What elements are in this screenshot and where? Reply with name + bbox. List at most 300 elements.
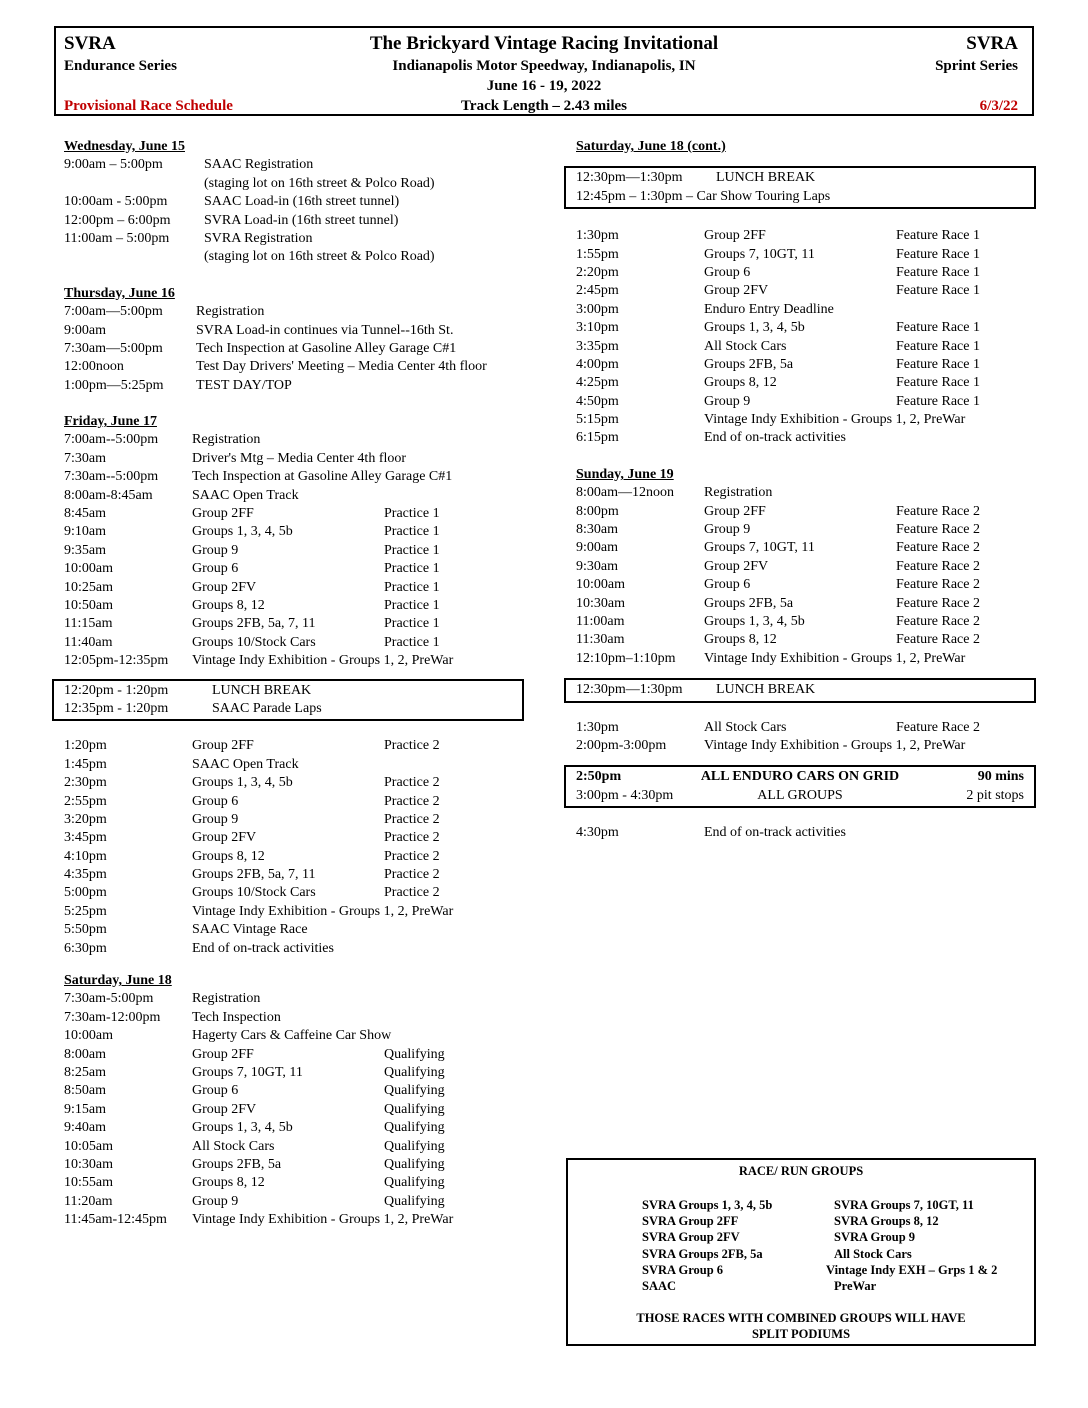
time-cell: 11:40am bbox=[64, 634, 113, 650]
time-cell: 5:50pm bbox=[64, 922, 107, 938]
schedule-row bbox=[64, 505, 526, 523]
group-item: SVRA Group 6 bbox=[642, 1262, 724, 1277]
group-item: SVRA Group 9 bbox=[834, 1230, 916, 1245]
schedule-row bbox=[64, 560, 526, 578]
session-cell: Feature Race 1 bbox=[896, 228, 980, 244]
event-cell: Group 6 bbox=[704, 264, 751, 280]
schedule-row bbox=[576, 429, 1036, 447]
event-cell: Tech Inspection at Gasoline Alley Garage C#1 bbox=[196, 340, 457, 356]
note-line: SPLIT PODIUMS bbox=[751, 1327, 851, 1341]
time-cell: 4:00pm bbox=[576, 356, 619, 372]
event-cell: SAAC Parade Laps bbox=[212, 700, 322, 716]
time-cell: 5:15pm bbox=[576, 412, 619, 428]
event-cell: SVRA Load-in (16th street tunnel) bbox=[204, 212, 399, 228]
time-cell: 10:00am - 5:00pm bbox=[64, 194, 168, 210]
event-cell: Group 9 bbox=[192, 1193, 239, 1209]
session-cell: Qualifying bbox=[384, 1175, 445, 1191]
session-cell: 2 pit stops bbox=[966, 787, 1024, 803]
time-cell: 2:00pm-3:00pm bbox=[576, 737, 667, 753]
group-item: Vintage Indy EXH – Grps 1 & 2 bbox=[826, 1262, 998, 1277]
event-cell: Groups 10/Stock Cars bbox=[192, 634, 316, 650]
session-cell: Feature Race 2 bbox=[896, 558, 980, 574]
right-column bbox=[576, 138, 1036, 843]
schedule-row bbox=[64, 579, 526, 597]
time-cell: 12:35pm - 1:20pm bbox=[64, 700, 169, 716]
schedule-row bbox=[64, 212, 526, 230]
session-cell: Qualifying bbox=[384, 1064, 445, 1080]
time-cell: 2:45pm bbox=[576, 283, 619, 299]
event-cell: SAAC Registration bbox=[204, 157, 314, 173]
schedule-row bbox=[64, 1046, 526, 1064]
schedule-row bbox=[576, 681, 1024, 699]
schedule-row bbox=[64, 468, 526, 486]
time-cell: 10:00am bbox=[64, 1028, 113, 1044]
time-cell: 9:40am bbox=[64, 1120, 106, 1136]
schedule-row bbox=[64, 940, 526, 958]
group-item: SVRA Group 2FF bbox=[642, 1214, 739, 1229]
schedule-row bbox=[576, 282, 1036, 300]
event-cell: End of on-track activities bbox=[192, 940, 334, 956]
time-cell: 4:10pm bbox=[64, 848, 107, 864]
schedule-row bbox=[576, 374, 1036, 392]
event-cell: Groups 2FB, 5a, 7, 11 bbox=[192, 616, 316, 632]
event-cell: Vintage Indy Exhibition - Groups 1, 2, PreWar bbox=[192, 1212, 454, 1228]
schedule-row bbox=[576, 264, 1036, 282]
session-cell: Feature Race 2 bbox=[896, 540, 980, 556]
time-cell: 2:50pm bbox=[576, 769, 622, 785]
event-cell: All Stock Cars bbox=[704, 719, 787, 735]
event-cell: Groups 10/Stock Cars bbox=[192, 885, 316, 901]
event-cell: Group 2FV bbox=[192, 579, 257, 595]
schedule-row bbox=[576, 737, 1036, 755]
event-cell: Groups 8, 12 bbox=[192, 1175, 265, 1191]
event-cell: Groups 2FB, 5a, 7, 11 bbox=[192, 867, 316, 883]
schedule-row bbox=[64, 774, 526, 792]
time-cell: 2:20pm bbox=[576, 264, 619, 280]
time-cell: 3:10pm bbox=[576, 320, 619, 336]
event-cell: Groups 1, 3, 4, 5b bbox=[704, 613, 805, 629]
session-cell: Practice 1 bbox=[384, 597, 440, 613]
event-cell: All Stock Cars bbox=[704, 338, 787, 354]
time-cell: 3:00pm bbox=[576, 301, 619, 317]
event-cell: Group 2FV bbox=[704, 283, 769, 299]
schedule-row bbox=[64, 175, 526, 193]
time-cell: 6:30pm bbox=[64, 940, 107, 956]
time-cell: 10:25am bbox=[64, 579, 113, 595]
schedule-row bbox=[64, 1101, 526, 1119]
session-cell: Practice 1 bbox=[384, 524, 440, 540]
time-cell: 7:30am—5:00pm bbox=[64, 340, 163, 356]
event-cell: Group 9 bbox=[192, 542, 239, 558]
event-cell: Group 9 bbox=[704, 393, 751, 409]
time-cell: 12:05pm-12:35pm bbox=[64, 653, 169, 669]
day-heading: Saturday, June 18 bbox=[64, 973, 172, 989]
event-cell: LUNCH BREAK bbox=[716, 170, 816, 186]
schedule-row bbox=[64, 431, 526, 449]
schedule-row bbox=[64, 1082, 526, 1100]
provisional-label: Provisional Race Schedule bbox=[64, 98, 233, 114]
event-cell: (staging lot on 16th street & Polco Road) bbox=[204, 249, 435, 265]
event-cell: ALL ENDURO CARS ON GRID bbox=[700, 769, 900, 785]
time-cell: 9:15am bbox=[64, 1101, 106, 1117]
event-cell: Group 6 bbox=[192, 1083, 239, 1099]
note-line: THOSE RACES WITH COMBINED GROUPS WILL HAVE bbox=[636, 1311, 966, 1325]
event-cell: SAAC Vintage Race bbox=[192, 922, 308, 938]
time-cell: 8:00pm bbox=[576, 503, 619, 519]
venue: Indianapolis Motor Speedway, Indianapolis, IN bbox=[392, 58, 696, 74]
time-cell: 3:20pm bbox=[64, 811, 107, 827]
event-cell: Groups 1, 3, 4, 5b bbox=[704, 320, 805, 336]
time-cell: 4:30pm bbox=[576, 825, 619, 841]
schedule-row bbox=[64, 340, 526, 358]
time-cell: 1:55pm bbox=[576, 246, 619, 262]
event-cell: End of on-track activities bbox=[704, 430, 846, 446]
time-cell: 9:00am bbox=[64, 322, 106, 338]
event-cell: Groups 2FB, 5a bbox=[192, 1156, 282, 1172]
schedule-row bbox=[64, 1138, 526, 1156]
schedule-row bbox=[576, 576, 1036, 594]
left-org: SVRA bbox=[64, 33, 116, 54]
event-cell: SAAC Open Track bbox=[192, 756, 299, 772]
schedule-row bbox=[576, 338, 1036, 356]
session-cell: Qualifying bbox=[384, 1120, 445, 1136]
header-center bbox=[56, 32, 1032, 116]
session-cell: Qualifying bbox=[384, 1101, 445, 1117]
time-cell: 8:45am bbox=[64, 506, 106, 522]
schedule-row bbox=[64, 1027, 526, 1045]
schedule-row bbox=[64, 921, 526, 939]
session-cell: Practice 1 bbox=[384, 542, 440, 558]
schedule-row bbox=[576, 719, 1036, 737]
time-cell: 9:00am – 5:00pm bbox=[64, 157, 163, 173]
time-cell: 7:30am--5:00pm bbox=[64, 469, 159, 485]
schedule-row bbox=[64, 1174, 526, 1192]
time-cell: 4:50pm bbox=[576, 393, 619, 409]
schedule-row bbox=[64, 990, 526, 1008]
schedule-row bbox=[64, 848, 526, 866]
time-cell: 3:00pm - 4:30pm bbox=[576, 787, 674, 803]
time-cell: 12:20pm - 1:20pm bbox=[64, 682, 169, 698]
event-cell: SAAC Load-in (16th street tunnel) bbox=[204, 194, 400, 210]
session-cell: Practice 2 bbox=[384, 738, 440, 754]
session-cell: Practice 2 bbox=[384, 867, 440, 883]
time-cell: 8:00am-8:45am bbox=[64, 487, 153, 503]
event-cell: Registration bbox=[192, 991, 261, 1007]
event-cell: Group 9 bbox=[192, 811, 239, 827]
session-cell: Practice 2 bbox=[384, 885, 440, 901]
time-cell: 12:10pm–1:10pm bbox=[576, 650, 676, 666]
event-cell: Registration bbox=[196, 304, 265, 320]
event-cell: Groups 7, 10GT, 11 bbox=[704, 246, 815, 262]
session-cell: Feature Race 1 bbox=[896, 264, 980, 280]
schedule-row bbox=[576, 539, 1036, 557]
schedule-row bbox=[576, 521, 1036, 539]
time-cell: 11:30am bbox=[576, 632, 625, 648]
event-cell: Hagerty Cars & Caffeine Car Show bbox=[192, 1028, 392, 1044]
schedule-row bbox=[64, 322, 526, 340]
schedule-row bbox=[64, 793, 526, 811]
schedule-row bbox=[576, 613, 1036, 631]
event-cell: Vintage Indy Exhibition - Groups 1, 2, PreWar bbox=[704, 737, 966, 753]
session-cell: Feature Race 2 bbox=[896, 503, 980, 519]
split-podiums-note bbox=[568, 1310, 1034, 1342]
session-cell: Feature Race 2 bbox=[896, 613, 980, 629]
day-heading: Saturday, June 18 (cont.) bbox=[576, 139, 726, 154]
schedule-row bbox=[64, 1009, 526, 1027]
race-groups-title: RACE/ RUN GROUPS bbox=[738, 1164, 864, 1178]
schedule-row bbox=[64, 1156, 526, 1174]
event-cell: Vintage Indy Exhibition - Groups 1, 2, PreWar bbox=[192, 653, 454, 669]
schedule-row bbox=[64, 1211, 526, 1229]
schedule-row bbox=[64, 737, 526, 755]
session-cell: Feature Race 2 bbox=[896, 522, 980, 538]
event-cell: Tech Inspection bbox=[192, 1009, 281, 1025]
schedule-row bbox=[64, 303, 526, 321]
event-cell: SVRA Registration bbox=[204, 230, 313, 246]
right-series: Sprint Series bbox=[935, 58, 1018, 74]
session-cell: Qualifying bbox=[384, 1083, 445, 1099]
time-cell: 11:45am-12:45pm bbox=[64, 1212, 167, 1228]
session-cell: Feature Race 1 bbox=[896, 393, 980, 409]
event-cell: Groups 1, 3, 4, 5b bbox=[192, 1120, 293, 1136]
time-cell: 9:10am bbox=[64, 524, 106, 540]
time-cell: 9:00am bbox=[576, 540, 618, 556]
event-cell: Group 2FV bbox=[192, 830, 257, 846]
session-cell: Feature Race 2 bbox=[896, 632, 980, 648]
schedule-row bbox=[576, 503, 1036, 521]
lunch-break-box bbox=[564, 166, 1036, 209]
event-cell: Registration bbox=[192, 432, 261, 448]
event-cell: SAAC Open Track bbox=[192, 487, 299, 503]
schedule-row bbox=[64, 884, 526, 902]
session-cell: Practice 2 bbox=[384, 811, 440, 827]
event-cell: End of on-track activities bbox=[704, 825, 846, 841]
time-cell: 11:00am – 5:00pm bbox=[64, 230, 170, 246]
session-cell: Practice 2 bbox=[384, 775, 440, 791]
schedule-row bbox=[64, 1064, 526, 1082]
session-cell: Practice 1 bbox=[384, 561, 440, 577]
session-cell: Feature Race 2 bbox=[896, 595, 980, 611]
schedule-row bbox=[576, 484, 1036, 502]
day-heading: Wednesday, June 15 bbox=[64, 139, 185, 154]
time-cell: 7:30am bbox=[64, 450, 106, 466]
event-cell: Group 2FF bbox=[704, 503, 766, 519]
event-cell: Groups 8, 12 bbox=[192, 848, 265, 864]
time-cell: 10:00am bbox=[64, 561, 113, 577]
time-cell: 7:30am-12:00pm bbox=[64, 1009, 161, 1025]
schedule-row bbox=[576, 356, 1036, 374]
lunch-break-box bbox=[564, 678, 1036, 702]
time-cell: 1:45pm bbox=[64, 756, 107, 772]
schedule-row bbox=[576, 411, 1036, 429]
event-cell: Groups 8, 12 bbox=[704, 375, 777, 391]
time-cell: 10:05am bbox=[64, 1138, 113, 1154]
schedule-row bbox=[576, 169, 1024, 187]
event-cell: Group 2FV bbox=[704, 558, 769, 574]
schedule-row bbox=[64, 903, 526, 921]
schedule-row bbox=[64, 1193, 526, 1211]
schedule-row bbox=[64, 756, 526, 774]
group-item: SAAC bbox=[642, 1279, 677, 1293]
revision-date: 6/3/22 bbox=[979, 98, 1018, 114]
event-cell: Vintage Indy Exhibition - Groups 1, 2, PreWar bbox=[192, 903, 454, 919]
session-cell: Feature Race 1 bbox=[896, 283, 980, 299]
group-item: SVRA Groups 7, 10GT, 11 bbox=[834, 1198, 974, 1212]
race-groups-box bbox=[566, 1158, 1036, 1346]
time-cell: 5:00pm bbox=[64, 885, 107, 901]
time-cell: 8:25am bbox=[64, 1064, 106, 1080]
time-cell: 4:35pm bbox=[64, 867, 107, 883]
time-cell: 9:30am bbox=[576, 558, 618, 574]
schedule-row bbox=[576, 227, 1036, 245]
event-cell: Groups 7, 10GT, 11 bbox=[192, 1064, 303, 1080]
time-cell: 10:50am bbox=[64, 597, 113, 613]
event-cell: Groups 2FB, 5a bbox=[704, 595, 794, 611]
schedule-row bbox=[576, 301, 1036, 319]
session-cell: Feature Race 1 bbox=[896, 320, 980, 336]
session-cell: Qualifying bbox=[384, 1046, 445, 1062]
event-cell: Vintage Indy Exhibition - Groups 1, 2, PreWar bbox=[704, 650, 966, 666]
event-cell: Registration bbox=[704, 485, 773, 501]
session-cell: Practice 1 bbox=[384, 616, 440, 632]
event-cell: Group 2FF bbox=[192, 738, 254, 754]
event-cell: Group 2FF bbox=[192, 1046, 254, 1062]
event-cell: Groups 8, 12 bbox=[704, 632, 777, 648]
time-cell: 8:00am bbox=[64, 1046, 106, 1062]
event-cell: (staging lot on 16th street & Polco Road) bbox=[204, 175, 435, 191]
group-item: SVRA Groups 2FB, 5a bbox=[642, 1246, 763, 1261]
event-cell: Group 6 bbox=[704, 577, 751, 593]
time-cell: 1:00pm—5:25pm bbox=[64, 377, 164, 393]
time-cell: 10:30am bbox=[576, 595, 625, 611]
event-cell: Groups 1, 3, 4, 5b bbox=[192, 524, 293, 540]
time-cell: 10:30am bbox=[64, 1156, 113, 1172]
schedule-row bbox=[64, 1119, 526, 1137]
session-cell: 90 mins bbox=[977, 769, 1024, 785]
group-item: All Stock Cars bbox=[834, 1246, 912, 1261]
schedule-row bbox=[576, 631, 1036, 649]
schedule-row bbox=[576, 824, 1036, 842]
track-length: Track Length – 2.43 miles bbox=[461, 98, 627, 114]
session-cell: Feature Race 1 bbox=[896, 375, 980, 391]
day-heading: Friday, June 17 bbox=[64, 414, 157, 430]
enduro-row bbox=[576, 787, 1024, 805]
day-heading: Thursday, June 16 bbox=[64, 285, 175, 301]
time-cell: 11:20am bbox=[64, 1193, 113, 1209]
session-cell: Feature Race 2 bbox=[896, 577, 980, 593]
schedule-row bbox=[64, 615, 526, 633]
session-cell: Practice 1 bbox=[384, 634, 440, 650]
schedule-row bbox=[64, 358, 526, 376]
schedule-row bbox=[64, 682, 512, 700]
time-cell: 1:20pm bbox=[64, 738, 107, 754]
session-cell: Practice 2 bbox=[384, 848, 440, 864]
time-cell: 11:15am bbox=[64, 616, 113, 632]
session-cell: Practice 1 bbox=[384, 579, 440, 595]
event-cell: Groups 7, 10GT, 11 bbox=[704, 540, 815, 556]
event-dates: June 16 - 19, 2022 bbox=[486, 78, 602, 94]
schedule-row bbox=[576, 650, 1036, 668]
event-cell: Driver's Mtg – Media Center 4th floor bbox=[192, 450, 407, 466]
schedule-row bbox=[64, 230, 526, 248]
schedule-row bbox=[64, 377, 526, 395]
event-cell: Enduro Entry Deadline bbox=[704, 301, 834, 317]
event-cell: ALL GROUPS bbox=[757, 787, 843, 803]
schedule-row bbox=[576, 319, 1036, 337]
time-cell: 5:25pm bbox=[64, 903, 107, 919]
schedule-row bbox=[64, 597, 526, 615]
session-cell: Qualifying bbox=[384, 1156, 445, 1172]
time-cell: 11:00am bbox=[576, 613, 625, 629]
schedule-row bbox=[576, 246, 1036, 264]
time-cell: 12:30pm—1:30pm bbox=[576, 170, 683, 186]
day-heading: Sunday, June 19 bbox=[576, 466, 674, 482]
time-cell: 7:00am—5:00pm bbox=[64, 304, 163, 320]
time-cell: 8:00am—12noon bbox=[576, 485, 674, 501]
session-cell: Qualifying bbox=[384, 1138, 445, 1154]
schedule-row bbox=[576, 188, 1024, 206]
event-cell: Test Day Drivers' Meeting – Media Center 4th floor bbox=[196, 359, 487, 375]
enduro-box bbox=[564, 765, 1036, 808]
session-cell: Feature Race 2 bbox=[896, 719, 980, 735]
time-cell: 12:00pm – 6:00pm bbox=[64, 212, 171, 228]
event-cell: TEST DAY/TOP bbox=[196, 377, 292, 393]
schedule-row bbox=[64, 248, 526, 266]
left-series: Endurance Series bbox=[64, 58, 177, 74]
time-cell: 10:00am bbox=[576, 577, 625, 593]
group-item: SVRA Groups 1, 3, 4, 5b bbox=[642, 1198, 773, 1212]
event-cell: Group 6 bbox=[192, 793, 239, 809]
session-cell: Practice 2 bbox=[384, 830, 440, 846]
event-cell: Vintage Indy Exhibition - Groups 1, 2, PreWar bbox=[704, 412, 966, 428]
session-cell: Practice 2 bbox=[384, 793, 440, 809]
schedule-row bbox=[64, 866, 526, 884]
event-cell: SVRA Load-in continues via Tunnel--16th St. bbox=[196, 322, 454, 338]
lunch-break-box bbox=[52, 679, 524, 722]
schedule-row bbox=[576, 393, 1036, 411]
event-cell: All Stock Cars bbox=[192, 1138, 275, 1154]
time-cell: 9:35am bbox=[64, 542, 106, 558]
schedule-row bbox=[576, 558, 1036, 576]
session-cell: Feature Race 1 bbox=[896, 356, 980, 372]
event-cell: Groups 8, 12 bbox=[192, 597, 265, 613]
schedule-row bbox=[64, 811, 526, 829]
event-cell: LUNCH BREAK bbox=[212, 682, 312, 698]
time-cell: 8:50am bbox=[64, 1083, 106, 1099]
schedule-row bbox=[64, 700, 512, 718]
schedule-row bbox=[64, 634, 526, 652]
session-cell: Practice 1 bbox=[384, 506, 440, 522]
schedule-row bbox=[64, 652, 526, 670]
session-cell: Qualifying bbox=[384, 1193, 445, 1209]
event-title: The Brickyard Vintage Racing Invitational bbox=[369, 33, 719, 54]
time-cell: 2:55pm bbox=[64, 793, 107, 809]
group-item: SVRA Group 2FV bbox=[642, 1230, 740, 1245]
enduro-row bbox=[576, 768, 1024, 786]
time-cell: 6:15pm bbox=[576, 430, 619, 446]
schedule-row bbox=[64, 193, 526, 211]
time-cell: 2:30pm bbox=[64, 775, 107, 791]
schedule-row bbox=[576, 595, 1036, 613]
event-cell: Group 2FV bbox=[192, 1101, 257, 1117]
left-column bbox=[64, 138, 526, 1229]
event-cell: Group 2FF bbox=[704, 228, 766, 244]
schedule-row bbox=[64, 450, 526, 468]
header-right bbox=[935, 32, 1018, 116]
group-item: SVRA Groups 8, 12 bbox=[834, 1214, 939, 1229]
time-cell: 1:30pm bbox=[576, 719, 619, 735]
document-header bbox=[54, 26, 1034, 116]
